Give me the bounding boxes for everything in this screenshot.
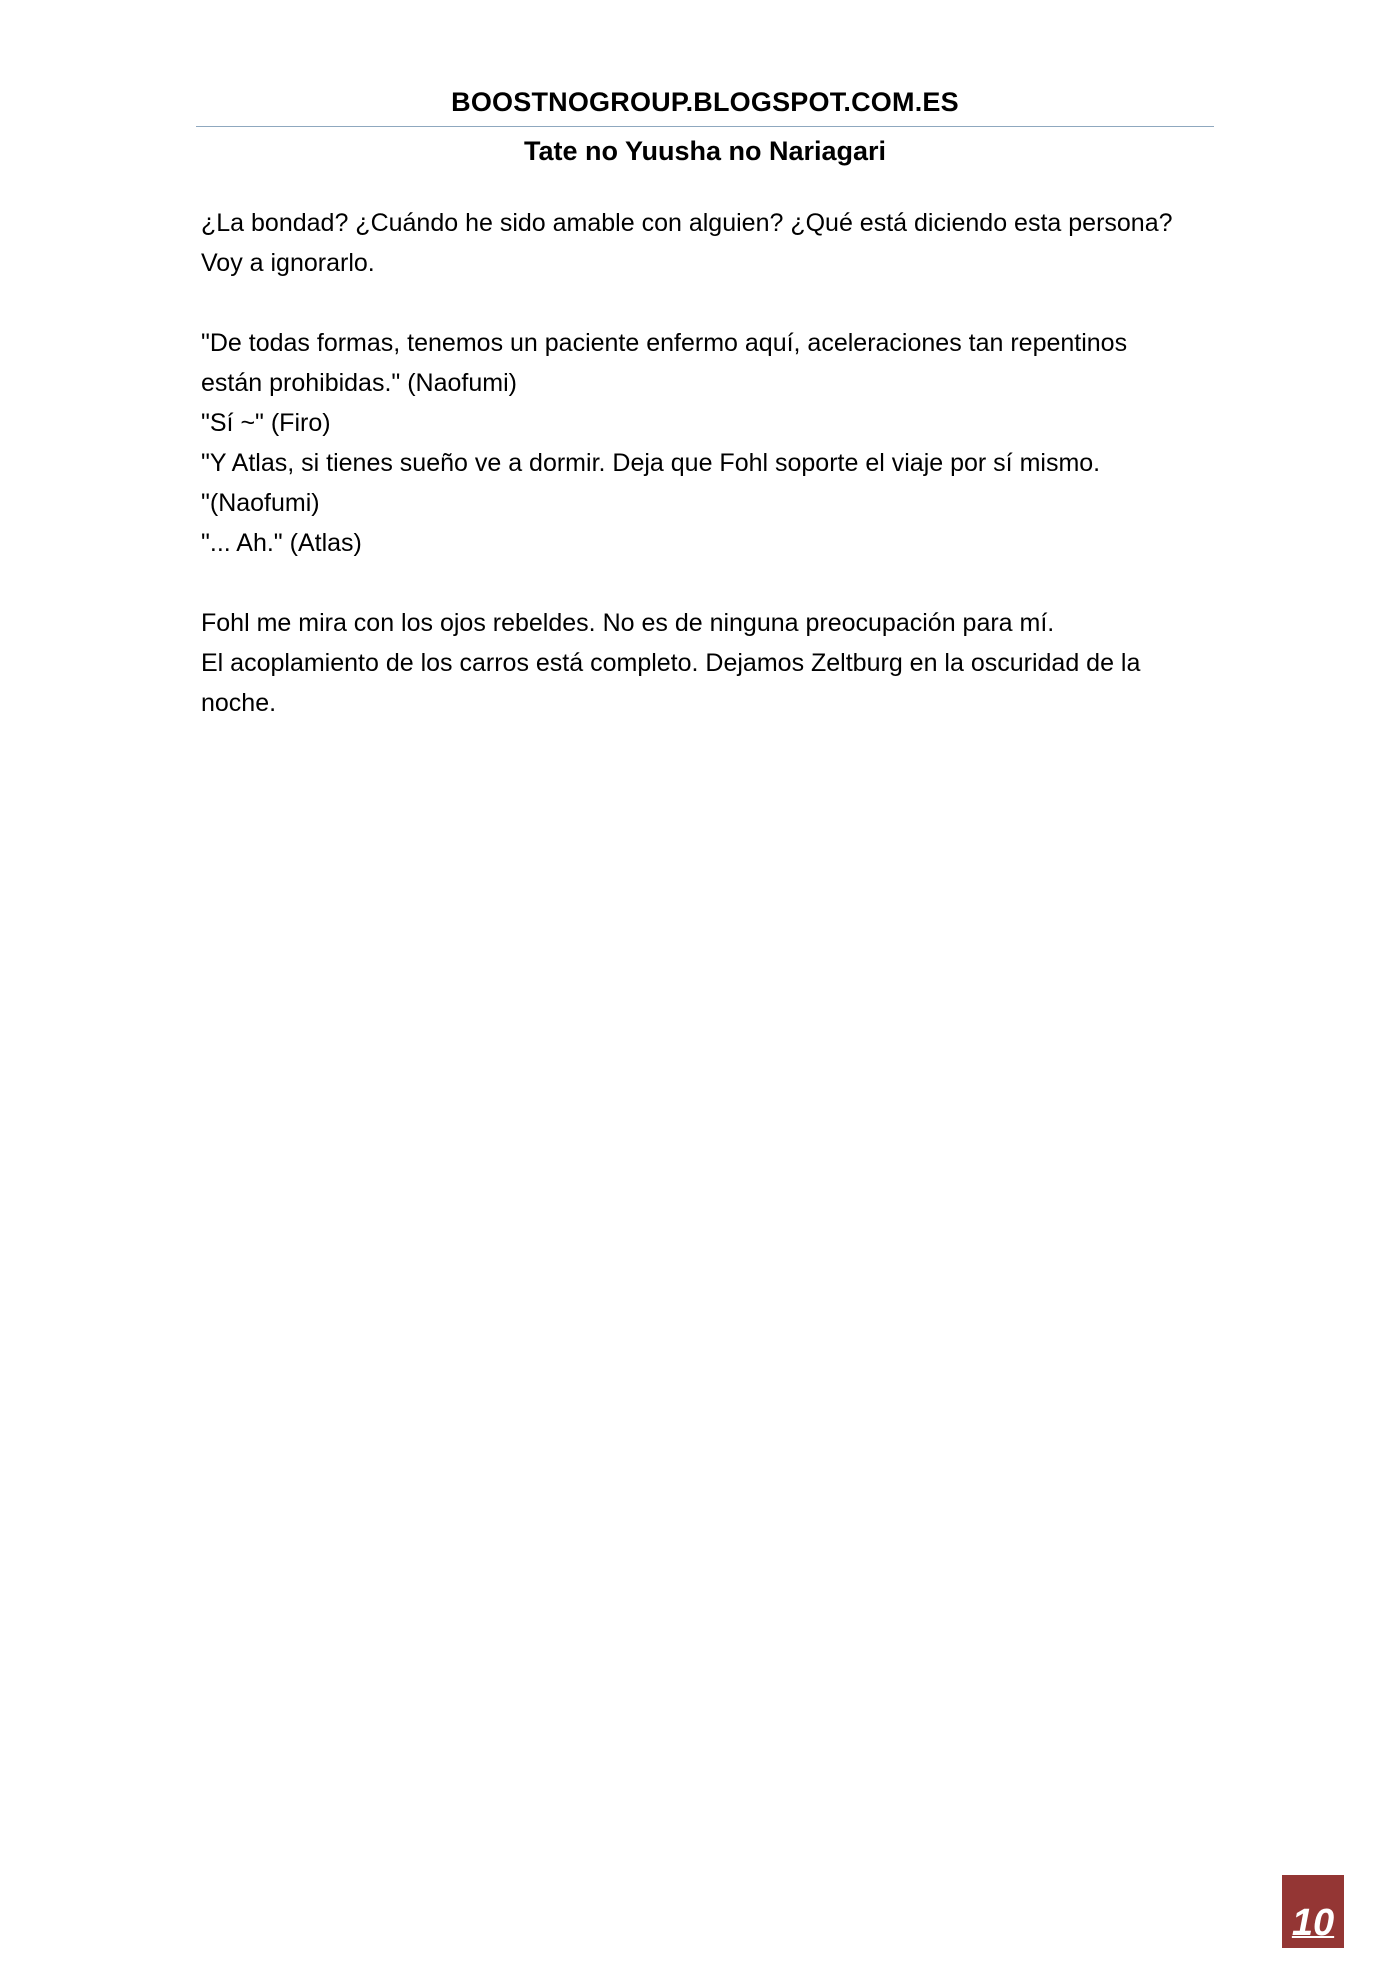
text-line: "(Naofumi): [201, 489, 320, 517]
text-line: "De todas formas, tenemos un paciente enfermo aquí, aceleraciones tan repentinos: [201, 329, 1128, 357]
text-line: "... Ah." (Atlas): [201, 529, 362, 557]
paragraph-gap: [201, 283, 1201, 323]
paragraph: [201, 203, 1201, 283]
body-text: [201, 203, 1201, 723]
text-line: El acoplamiento de los carros está completo. Dejamos Zeltburg en la oscuridad de la: [201, 649, 1141, 677]
paragraph: [201, 323, 1201, 563]
site-header: BOOSTNOGROUP.BLOGSPOT.COM.ES: [451, 87, 959, 117]
paragraph-gap: [201, 563, 1201, 603]
text-line: noche.: [201, 689, 277, 717]
text-line: están prohibidas." (Naofumi): [201, 369, 517, 397]
page-number-badge: [1282, 1875, 1344, 1948]
text-line: "Sí ~" (Firo): [201, 409, 331, 437]
text-line: Voy a ignorarlo.: [201, 249, 375, 277]
text-line: "Y Atlas, si tienes sueño ve a dormir. Deja que Fohl soporte el viaje por sí mismo.: [201, 449, 1101, 477]
text-line: ¿La bondad? ¿Cuándo he sido amable con alguien? ¿Qué está diciendo esta persona?: [201, 209, 1173, 237]
paragraph: [201, 603, 1201, 723]
document-title: Tate no Yuusha no Nariagari: [523, 136, 887, 166]
header-divider: [196, 126, 1214, 127]
page-number: 10: [1291, 1902, 1335, 1944]
text-line: Fohl me mira con los ojos rebeldes. No es de ninguna preocupación para mí.: [201, 609, 1055, 637]
